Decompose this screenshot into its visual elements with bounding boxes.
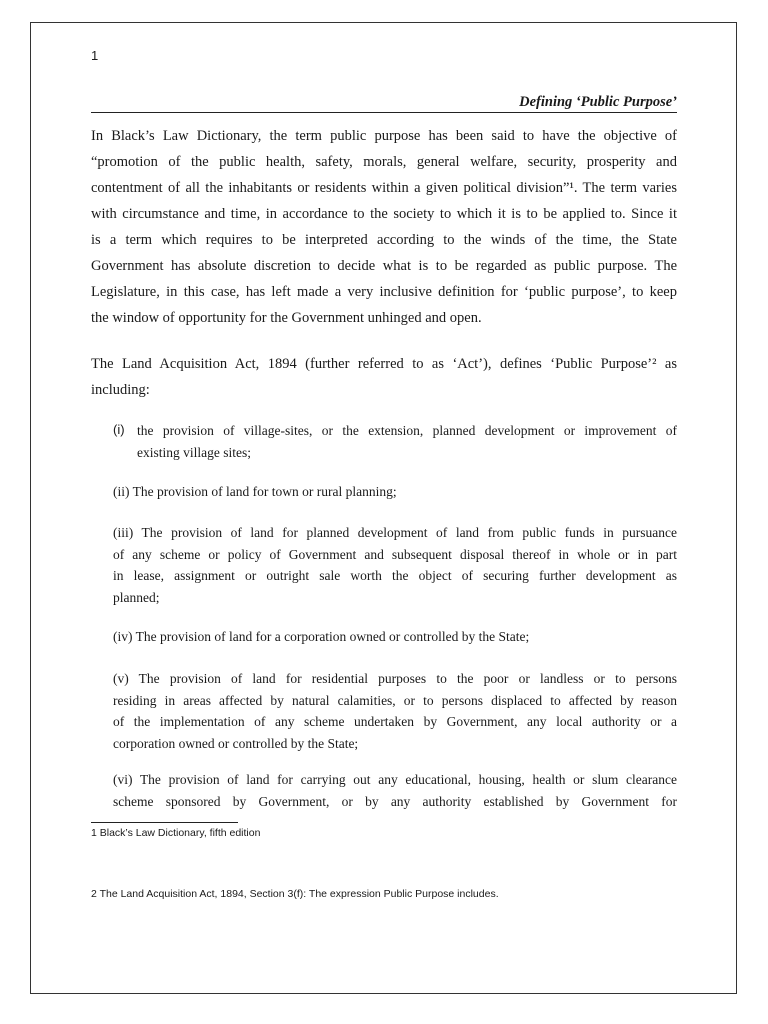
list-item-number: (i) [113,422,125,437]
footnote-1: 1 Black’s Law Dictionary, fifth edition [91,827,261,839]
footnote-separator [91,822,238,823]
list-item [137,420,677,463]
text-line: (vi) The provision of land for carrying out any educational, housing, health or slum clearance [113,772,677,787]
text-line: “promotion of the public health, safety, morals, general welfare, security, prosperity and [91,154,677,170]
paragraph [91,123,677,331]
text-line: corporation owned or controlled by the State; [113,735,359,751]
running-header-title: Defining ‘Public Purpose’ [91,93,677,113]
footnote-2: 2 The Land Acquisition Act, 1894, Section 3(f): The expression Public Purpose includes. [91,888,499,900]
text-line: (ii) The provision of land for town or rural planning; [113,484,397,499]
text-line: scheme sponsored by Government, or by any authority established by Government for [113,793,677,809]
text-line: is a term which requires to be interpreted according to the winds of the time, the State [91,232,677,248]
text-line: contentment of all the inhabitants or residents within a given political division”¹. The term varies [91,180,677,196]
text-line: The Land Acquisition Act, 1894 (further referred to as ‘Act’), defines ‘Public Purpose’² as [91,356,677,372]
list-item [113,626,677,648]
text-line: Government has absolute discretion to decide what is to be regarded as public purpose. The [91,258,677,274]
text-line: (iii) The provision of land for planned development of land from public funds in pursuance [113,525,677,540]
list-item [113,481,677,503]
text-line: of any scheme or policy of Government and subsequent disposal thereof in whole or in part [113,546,677,562]
text-line: existing village sites; [137,444,251,460]
text-line: the window of opportunity for the Government unhinged and open. [91,310,482,326]
text-line: Legislature, in this case, has left made a very inclusive definition for ‘public purpose’, to keep [91,284,677,300]
list-item [113,668,677,754]
page-number: 1 [91,48,99,63]
text-line: planned; [113,589,160,605]
text-line: with circumstance and time, in accordance to the society to which it is to be applied to. Since it [91,206,677,222]
text-line: including: [91,382,150,398]
text-line: In Black’s Law Dictionary, the term public purpose has been said to have the objective of [91,128,677,144]
list-item [113,769,677,812]
text-line: (v) The provision of land for residential purposes to the poor or landless or to persons [113,671,677,686]
text-line: residing in areas affected by natural calamities, or to persons displaced to affected by reason [113,692,677,708]
list-item [113,522,677,608]
paragraph [91,351,677,403]
text-line: in lease, assignment or outright sale worth the object of securing further development as [113,568,677,583]
text-line: the provision of village-sites, or the extension, planned development or improvement of [137,423,677,438]
text-line: of the implementation of any scheme undertaken by Government, any local authority or a [113,714,677,729]
text-line: (iv) The provision of land for a corporation owned or controlled by the State; [113,629,530,644]
